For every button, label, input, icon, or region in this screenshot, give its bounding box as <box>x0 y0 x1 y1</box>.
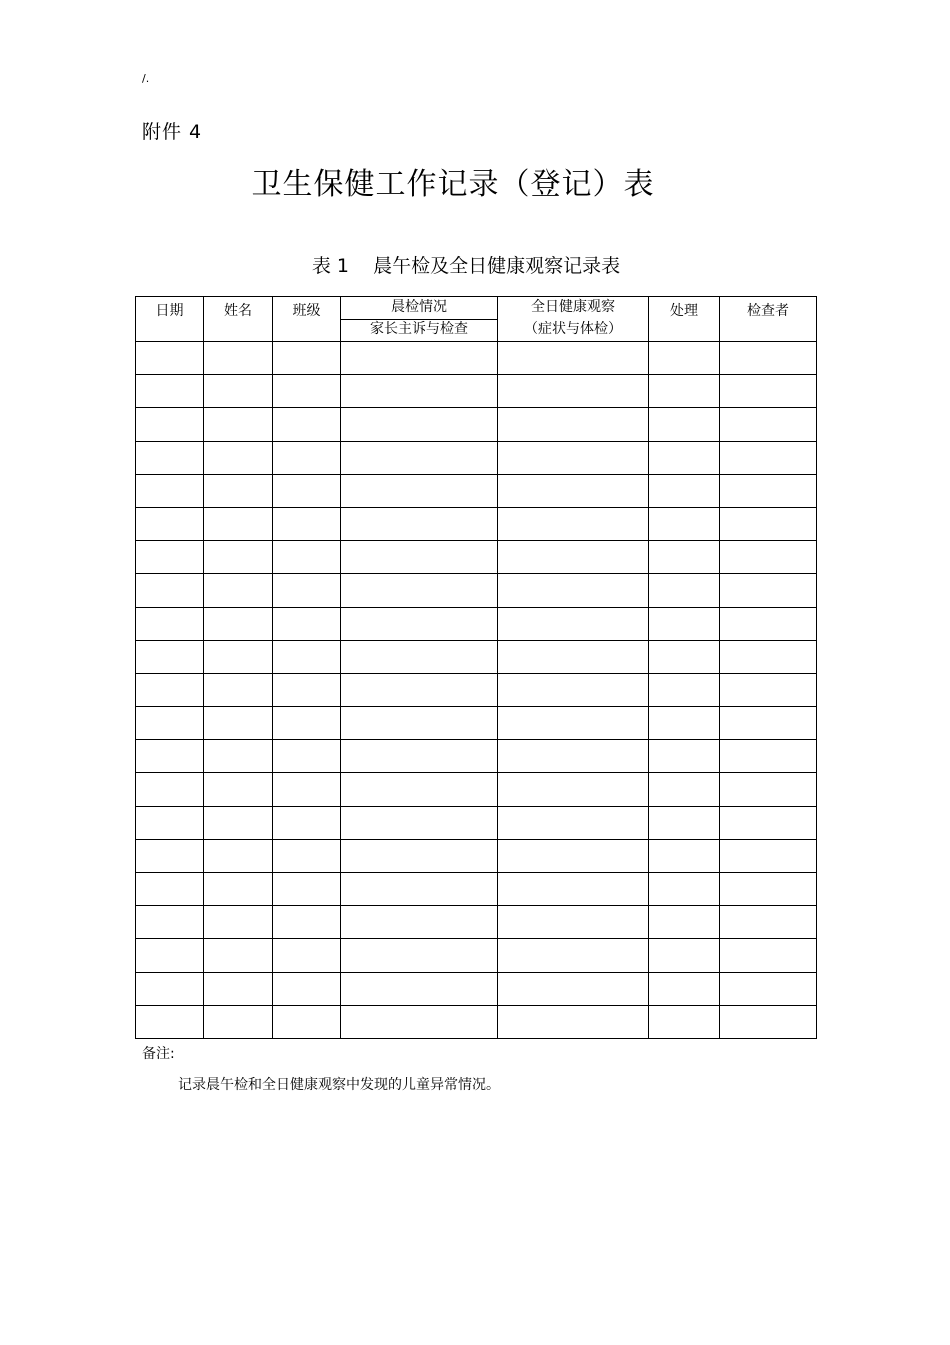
table-row <box>136 574 817 607</box>
table-cell[interactable] <box>204 906 273 939</box>
table-cell[interactable] <box>273 574 341 607</box>
table-cell[interactable] <box>649 574 720 607</box>
table-cell[interactable] <box>720 806 817 839</box>
table-row <box>136 873 817 906</box>
table-cell[interactable] <box>498 408 649 441</box>
table-cell[interactable] <box>498 1005 649 1038</box>
table-cell[interactable] <box>136 873 204 906</box>
header-morning-check-label: 晨检情况 <box>391 299 447 315</box>
table-cell[interactable] <box>341 574 498 607</box>
table-cell[interactable] <box>720 972 817 1005</box>
table-cell[interactable] <box>204 740 273 773</box>
table-cell[interactable] <box>341 507 498 540</box>
table-cell[interactable] <box>273 342 341 375</box>
table-row <box>136 939 817 972</box>
table-cell[interactable] <box>204 640 273 673</box>
header-name <box>204 297 273 342</box>
table-cell[interactable] <box>341 1005 498 1038</box>
table-caption: 表 1 晨午检及全日健康观察记录表 <box>311 255 621 277</box>
table-cell[interactable] <box>649 972 720 1005</box>
table-cell[interactable] <box>341 408 498 441</box>
table-row <box>136 541 817 574</box>
header-date <box>136 297 204 342</box>
table-cell[interactable] <box>204 673 273 706</box>
table-cell[interactable] <box>649 474 720 507</box>
table-cell[interactable] <box>204 574 273 607</box>
table-cell[interactable] <box>273 441 341 474</box>
table-row <box>136 640 817 673</box>
notes-label: 备注: <box>142 1046 175 1062</box>
table-row <box>136 839 817 872</box>
header-inspector-label: 检查者 <box>747 303 789 319</box>
table-cell[interactable] <box>273 507 341 540</box>
table-cell[interactable] <box>136 707 204 740</box>
table-cell[interactable] <box>273 1005 341 1038</box>
table-cell[interactable] <box>720 640 817 673</box>
table-cell[interactable] <box>649 707 720 740</box>
table-cell[interactable] <box>649 873 720 906</box>
table-row <box>136 1005 817 1038</box>
table-cell[interactable] <box>341 906 498 939</box>
page-mark: /. <box>142 72 150 85</box>
table-cell[interactable] <box>720 441 817 474</box>
table-cell[interactable] <box>498 707 649 740</box>
table-cell[interactable] <box>341 640 498 673</box>
table-cell[interactable] <box>720 607 817 640</box>
table-cell[interactable] <box>341 474 498 507</box>
table-cell[interactable] <box>204 707 273 740</box>
table-cell[interactable] <box>273 839 341 872</box>
table-cell[interactable] <box>341 375 498 408</box>
table-cell[interactable] <box>720 474 817 507</box>
table-cell[interactable] <box>204 342 273 375</box>
table-cell[interactable] <box>720 375 817 408</box>
table-cell[interactable] <box>204 375 273 408</box>
table-cell[interactable] <box>649 773 720 806</box>
table-cell[interactable] <box>498 640 649 673</box>
table-cell[interactable] <box>273 773 341 806</box>
table-cell[interactable] <box>720 740 817 773</box>
table-cell[interactable] <box>136 574 204 607</box>
table-cell[interactable] <box>273 640 341 673</box>
table-cell[interactable] <box>136 640 204 673</box>
table-cell[interactable] <box>204 806 273 839</box>
table-cell[interactable] <box>341 773 498 806</box>
table-cell[interactable] <box>136 740 204 773</box>
table-cell[interactable] <box>720 342 817 375</box>
table-cell[interactable] <box>136 408 204 441</box>
table-cell[interactable] <box>136 1005 204 1038</box>
table-cell[interactable] <box>341 707 498 740</box>
table-cell[interactable] <box>341 441 498 474</box>
table-cell[interactable] <box>204 773 273 806</box>
table-cell[interactable] <box>273 474 341 507</box>
table-cell[interactable] <box>720 574 817 607</box>
table-cell[interactable] <box>498 939 649 972</box>
table-cell[interactable] <box>136 474 204 507</box>
header-class <box>273 297 341 342</box>
table-cell[interactable] <box>204 972 273 1005</box>
table-cell[interactable] <box>649 740 720 773</box>
attachment-label: 附件 4 <box>142 121 203 143</box>
table-cell[interactable] <box>720 839 817 872</box>
table-cell[interactable] <box>204 839 273 872</box>
header-name-label: 姓名 <box>224 303 252 319</box>
table-cell[interactable] <box>720 507 817 540</box>
table-cell[interactable] <box>649 441 720 474</box>
table-cell[interactable] <box>136 673 204 706</box>
table-row <box>136 972 817 1005</box>
table-cell[interactable] <box>204 939 273 972</box>
table-cell[interactable] <box>136 939 204 972</box>
table-cell[interactable] <box>273 673 341 706</box>
table-cell[interactable] <box>498 806 649 839</box>
table-cell[interactable] <box>341 839 498 872</box>
table-cell[interactable] <box>720 1005 817 1038</box>
table-cell[interactable] <box>498 773 649 806</box>
table-row <box>136 740 817 773</box>
table-cell[interactable] <box>341 342 498 375</box>
table-cell[interactable] <box>273 740 341 773</box>
table-cell[interactable] <box>341 541 498 574</box>
table-cell[interactable] <box>720 707 817 740</box>
table-cell[interactable] <box>498 607 649 640</box>
table-row <box>136 441 817 474</box>
table-cell[interactable] <box>273 541 341 574</box>
header-observation-label: 全日健康观察 <box>531 299 615 315</box>
notes-text: 记录晨午检和全日健康观察中发现的儿童异常情况。 <box>178 1077 500 1093</box>
table-cell[interactable] <box>498 574 649 607</box>
table-cell[interactable] <box>136 972 204 1005</box>
table-cell[interactable] <box>136 375 204 408</box>
table-cell[interactable] <box>273 939 341 972</box>
header-handling <box>649 297 720 342</box>
table-cell[interactable] <box>649 640 720 673</box>
table-cell[interactable] <box>273 873 341 906</box>
table-cell[interactable] <box>498 740 649 773</box>
table-row <box>136 607 817 640</box>
table-cell[interactable] <box>720 673 817 706</box>
table-row <box>136 507 817 540</box>
table-cell[interactable] <box>720 906 817 939</box>
header-morning-check <box>341 297 498 342</box>
table-cell[interactable] <box>498 839 649 872</box>
table-cell[interactable] <box>136 342 204 375</box>
table-cell[interactable] <box>341 806 498 839</box>
table-cell[interactable] <box>136 441 204 474</box>
table-cell[interactable] <box>204 507 273 540</box>
table-cell[interactable] <box>204 408 273 441</box>
table-row <box>136 375 817 408</box>
table-row <box>136 408 817 441</box>
table-cell[interactable] <box>273 906 341 939</box>
table-cell[interactable] <box>498 906 649 939</box>
table-row <box>136 806 817 839</box>
health-record-table <box>135 296 817 1039</box>
table-cell[interactable] <box>649 906 720 939</box>
table-cell[interactable] <box>204 541 273 574</box>
header-class-label: 班级 <box>292 303 321 319</box>
table-cell[interactable] <box>498 673 649 706</box>
table-cell[interactable] <box>136 541 204 574</box>
table-cell[interactable] <box>649 541 720 574</box>
table-cell[interactable] <box>498 474 649 507</box>
table-cell[interactable] <box>341 740 498 773</box>
table-cell[interactable] <box>720 939 817 972</box>
table-cell[interactable] <box>136 507 204 540</box>
table-cell[interactable] <box>649 673 720 706</box>
table-cell[interactable] <box>204 1005 273 1038</box>
table-row <box>136 906 817 939</box>
table-cell[interactable] <box>136 906 204 939</box>
table-cell[interactable] <box>649 408 720 441</box>
table-row <box>136 342 817 375</box>
table-cell[interactable] <box>204 474 273 507</box>
header-divider <box>341 319 497 320</box>
table-cell[interactable] <box>341 972 498 1005</box>
table-cell[interactable] <box>498 441 649 474</box>
table-cell[interactable] <box>273 707 341 740</box>
table-cell[interactable] <box>498 541 649 574</box>
table-row <box>136 673 817 706</box>
table-cell[interactable] <box>649 806 720 839</box>
table-header-row <box>136 297 817 342</box>
header-inspector <box>720 297 817 342</box>
table-cell[interactable] <box>341 607 498 640</box>
header-parent-complaint-label: 家长主诉与检查 <box>370 321 468 337</box>
table-cell[interactable] <box>273 607 341 640</box>
table-cell[interactable] <box>720 873 817 906</box>
table-cell[interactable] <box>720 408 817 441</box>
header-observation <box>498 297 649 342</box>
table-cell[interactable] <box>273 408 341 441</box>
table-cell[interactable] <box>341 673 498 706</box>
document-title: 卫生保健工作记录（登记）表 <box>251 167 655 202</box>
table-row <box>136 773 817 806</box>
table-cell[interactable] <box>720 773 817 806</box>
table-body <box>136 342 817 1039</box>
table-cell[interactable] <box>498 873 649 906</box>
table-cell[interactable] <box>498 342 649 375</box>
header-handling-label: 处理 <box>670 303 698 319</box>
table-row <box>136 707 817 740</box>
table-cell[interactable] <box>498 507 649 540</box>
table-row <box>136 474 817 507</box>
table-cell[interactable] <box>341 873 498 906</box>
table-cell[interactable] <box>136 839 204 872</box>
table-cell[interactable] <box>204 441 273 474</box>
header-symptoms-label: （症状与体检） <box>524 321 622 337</box>
table-cell[interactable] <box>273 806 341 839</box>
table-cell[interactable] <box>649 375 720 408</box>
table-cell[interactable] <box>649 607 720 640</box>
table-cell[interactable] <box>204 873 273 906</box>
table-cell[interactable] <box>136 607 204 640</box>
table-cell[interactable] <box>649 1005 720 1038</box>
header-date-label: 日期 <box>155 303 184 319</box>
table-cell[interactable] <box>649 342 720 375</box>
table-cell[interactable] <box>204 607 273 640</box>
table-cell[interactable] <box>136 773 204 806</box>
table-cell[interactable] <box>498 375 649 408</box>
table-cell[interactable] <box>341 939 498 972</box>
table-cell[interactable] <box>649 939 720 972</box>
table-cell[interactable] <box>720 541 817 574</box>
table-cell[interactable] <box>273 972 341 1005</box>
table-cell[interactable] <box>273 375 341 408</box>
table-cell[interactable] <box>136 806 204 839</box>
table-cell[interactable] <box>498 972 649 1005</box>
table-cell[interactable] <box>649 507 720 540</box>
table-cell[interactable] <box>649 839 720 872</box>
